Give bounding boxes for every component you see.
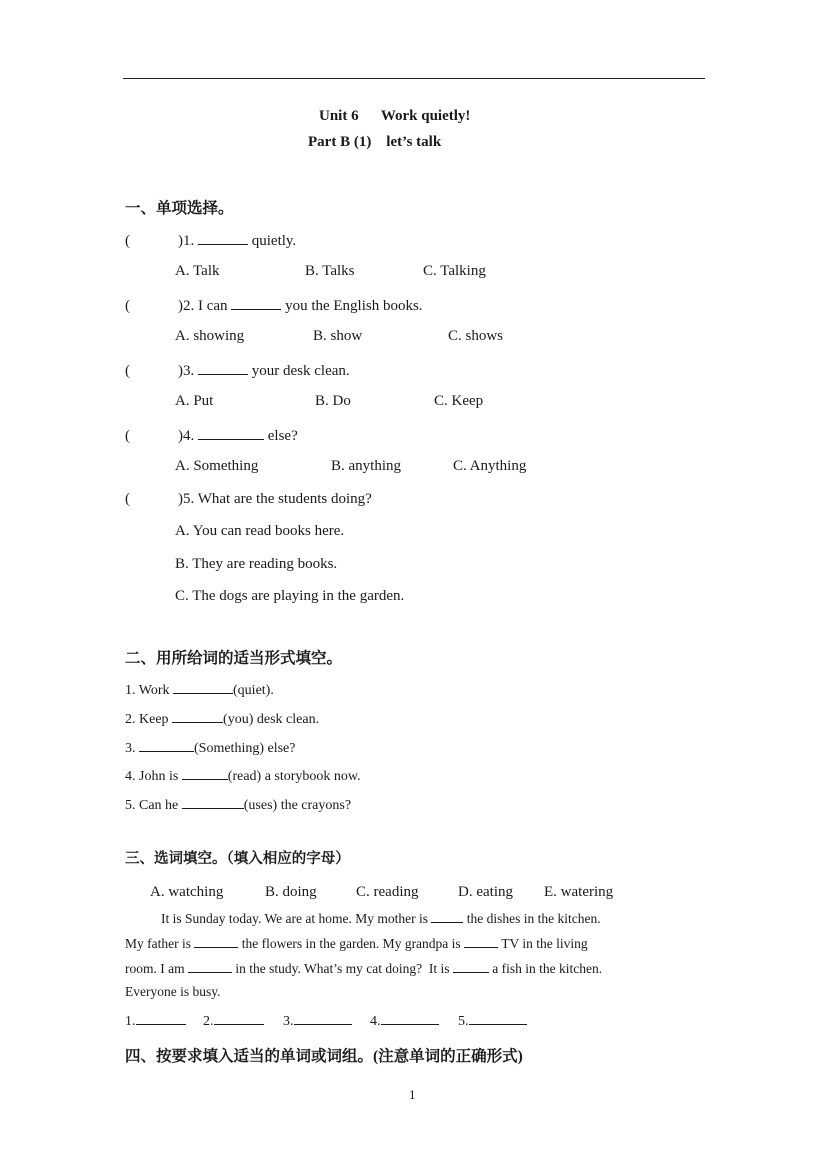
answer-paren[interactable]: (: [125, 428, 130, 444]
blank[interactable]: [194, 934, 238, 948]
option-b: B. anything: [331, 458, 401, 474]
passage-line-3: [125, 959, 602, 977]
answer-paren[interactable]: (: [125, 363, 130, 379]
blank[interactable]: [431, 909, 463, 923]
passage-line-2: [125, 934, 588, 952]
item-hint: (read) a storybook now.: [227, 769, 361, 784]
fill-item-3: [125, 738, 295, 757]
question-text: you the English books.: [281, 298, 423, 314]
option-b: B. Do: [315, 393, 351, 409]
fill-item-1: [125, 680, 274, 699]
page-title: Unit 6 Work quietly!: [319, 108, 471, 124]
blank[interactable]: [188, 959, 232, 973]
answer-label: 3.: [283, 1014, 294, 1029]
answer-label: 2.: [203, 1014, 214, 1029]
item-hint: (you) desk clean.: [223, 712, 320, 727]
passage-text: the flowers in the garden. My grandpa is: [238, 936, 465, 951]
section3-heading: 三、选词填空。（填入相应的字母）: [125, 851, 350, 867]
choice-b: B. doing: [265, 884, 317, 900]
question-number: )2.: [178, 298, 195, 314]
option-b: B. They are reading books.: [175, 556, 338, 572]
blank[interactable]: [453, 959, 489, 973]
question-number: )5.: [178, 491, 195, 507]
header-rule: [123, 78, 705, 79]
blank[interactable]: [182, 766, 228, 780]
answer-2: [203, 1011, 264, 1030]
choice-a: A. watching: [150, 884, 224, 900]
blank[interactable]: [464, 934, 498, 948]
blank[interactable]: [198, 231, 248, 245]
answer-5: [458, 1011, 527, 1030]
option-b: B. Talks: [305, 263, 355, 279]
item-hint: (quiet).: [233, 683, 274, 698]
option-a: A. showing: [175, 328, 245, 344]
item-hint: (uses) the crayons?: [243, 798, 352, 813]
passage-text: room. I am: [125, 961, 188, 976]
passage-text: the dishes in the kitchen.: [463, 911, 601, 926]
answer-label: 1.: [125, 1014, 136, 1029]
section2-heading: 二、用所给词的适当形式填空。: [125, 650, 343, 667]
fill-item-2: [125, 709, 319, 728]
passage-text: in the study. What’s my cat doing? It is: [232, 961, 453, 976]
blank[interactable]: [198, 426, 264, 440]
option-c: C. The dogs are playing in the garden.: [175, 588, 405, 604]
option-b: B. show: [313, 328, 363, 344]
fill-item-5: [125, 795, 351, 814]
blank[interactable]: [381, 1011, 439, 1025]
blank[interactable]: [469, 1011, 527, 1025]
passage-line-1: [161, 909, 601, 927]
answer-label: 4.: [370, 1014, 381, 1029]
question-text: What are the students doing?: [194, 491, 372, 507]
answer-paren[interactable]: (: [125, 233, 130, 249]
question-text: your desk clean.: [248, 363, 350, 379]
option-a: A. You can read books here.: [175, 523, 345, 539]
item-text: 3.: [125, 741, 139, 756]
choice-e: E. watering: [544, 884, 614, 900]
option-c: C. Keep: [434, 393, 484, 409]
question-5: [125, 491, 372, 508]
answer-label: 5.: [458, 1014, 469, 1029]
passage-text: It is Sunday today. We are at home. My mother is: [161, 911, 432, 926]
blank[interactable]: [139, 738, 194, 752]
question-text: else?: [264, 428, 298, 444]
fill-item-4: [125, 766, 361, 785]
blank[interactable]: [172, 709, 223, 723]
blank[interactable]: [136, 1011, 186, 1025]
section1-heading: 一、单项选择。: [125, 200, 234, 217]
section4-heading: 四、按要求填入适当的单词或词组。(注意单词的正确形式): [125, 1048, 523, 1065]
answer-paren[interactable]: (: [125, 491, 130, 507]
passage-text: TV in the living: [498, 936, 588, 951]
item-text: 2. Keep: [125, 712, 173, 727]
passage-text: a fish in the kitchen.: [488, 961, 603, 976]
item-hint: (Something) else?: [194, 741, 296, 756]
question-number: )4.: [178, 428, 195, 444]
option-a: A. Something: [175, 458, 259, 474]
question-4: [125, 426, 298, 445]
blank[interactable]: [173, 680, 233, 694]
passage-line-4: Everyone is busy.: [125, 984, 221, 999]
page-number: 1: [409, 1087, 416, 1102]
question-number: )3.: [178, 363, 195, 379]
option-c: C. shows: [448, 328, 504, 344]
answer-4: [370, 1011, 439, 1030]
blank[interactable]: [294, 1011, 352, 1025]
question-3: [125, 361, 350, 380]
option-a: A. Put: [175, 393, 214, 409]
question-1: [125, 231, 296, 250]
question-2: [125, 296, 423, 315]
answer-paren[interactable]: (: [125, 298, 130, 314]
blank[interactable]: [214, 1011, 264, 1025]
blank[interactable]: [198, 361, 248, 375]
choice-c: C. reading: [356, 884, 419, 900]
answer-1: [125, 1011, 186, 1030]
page-subtitle: Part B (1) let’s talk: [308, 134, 442, 150]
option-a: A. Talk: [175, 263, 220, 279]
answer-3: [283, 1011, 352, 1030]
question-number: )1.: [178, 233, 195, 249]
passage-text: My father is: [125, 936, 195, 951]
item-text: 5. Can he: [125, 798, 182, 813]
question-text: quietly.: [248, 233, 297, 249]
blank[interactable]: [231, 296, 281, 310]
item-text: 4. John is: [125, 769, 182, 784]
choice-d: D. eating: [458, 884, 513, 900]
option-c: C. Talking: [423, 263, 486, 279]
item-text: 1. Work: [125, 683, 174, 698]
option-c: C. Anything: [453, 458, 527, 474]
blank[interactable]: [182, 795, 244, 809]
question-text-before: I can: [194, 298, 232, 314]
